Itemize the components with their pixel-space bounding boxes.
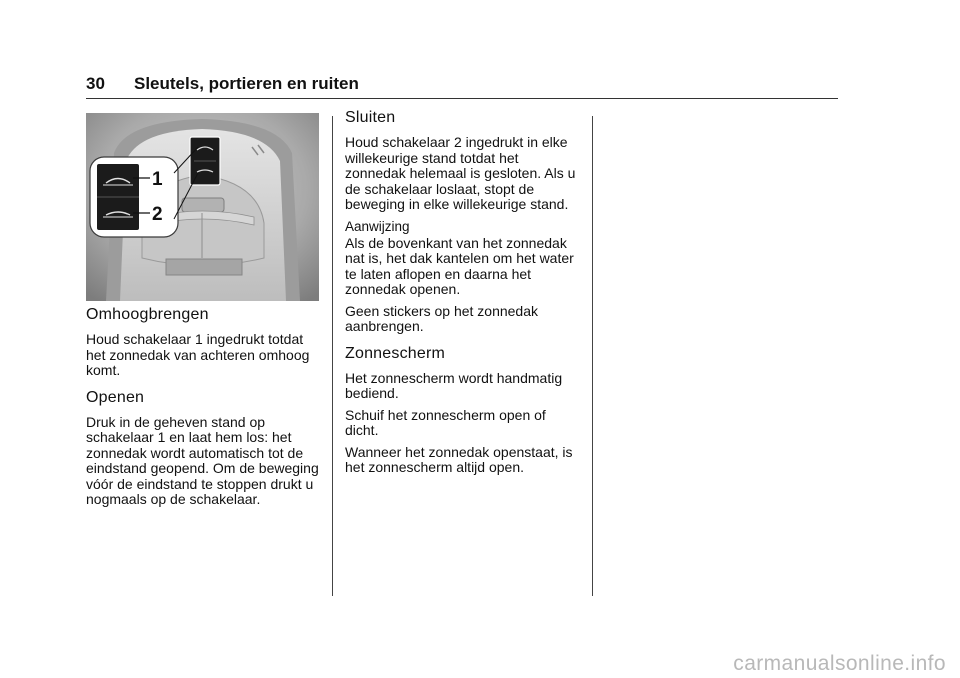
column-middle [345,108,583,482]
paragraph-sunshade-3: Wanneer het zonnedak openstaat, is het zonnescherm altijd open. [345,443,573,475]
paragraph-stickers: Geen stickers op het zonnedak aanbrengen. [345,302,539,334]
column-divider-right [592,116,593,596]
paragraph-raise: Houd schakelaar 1 ingedrukt totdat het zonnedak van achteren omhoog komt. [86,331,310,378]
page-number: 30 [86,74,105,93]
column-left [86,305,322,514]
paragraph-sunshade-2: Schuif het zonnescherm open of dicht. [345,406,546,438]
heading-note: Aanwijzing [345,218,410,234]
heading-open: Openen [86,388,145,406]
paragraph-sunshade-1: Het zonnescherm wordt handmatig bediend. [345,369,563,401]
heading-raise: Omhoogbrengen [86,306,209,323]
sunroof-switch-figure [86,113,319,301]
paragraph-note: Als de bovenkant van het zonnedak nat is, het dak kantelen om het water te laten aflopen en daarna het zonnedak openen. [345,234,574,297]
page-title: Sleutels, portieren en ruiten [134,74,359,93]
page-header [86,70,838,96]
callout-2: 2 [152,204,163,225]
heading-sunshade: Zonnescherm [345,344,446,362]
paragraph-open: Druk in de geheven stand op schakelaar 1 en laat hem los: het zonnedak wordt automatisch tot de eindstand geopend. Om de beweging vóór de eindstand te stoppen drukt u nogmaals op de schakelaar. [86,413,319,507]
column-divider-left [332,116,333,596]
watermark: carmanualsonline.info [733,652,946,675]
paragraph-close: Houd schakelaar 2 ingedrukt in elke willekeurige stand totdat het zonnedak helemaal is gesloten. Als u de schakelaar loslaat, stopt de beweging in elke willekeurige stand. [345,134,576,212]
header-rule [86,98,838,99]
heading-close: Sluiten [345,109,396,126]
callout-1: 1 [152,169,163,190]
